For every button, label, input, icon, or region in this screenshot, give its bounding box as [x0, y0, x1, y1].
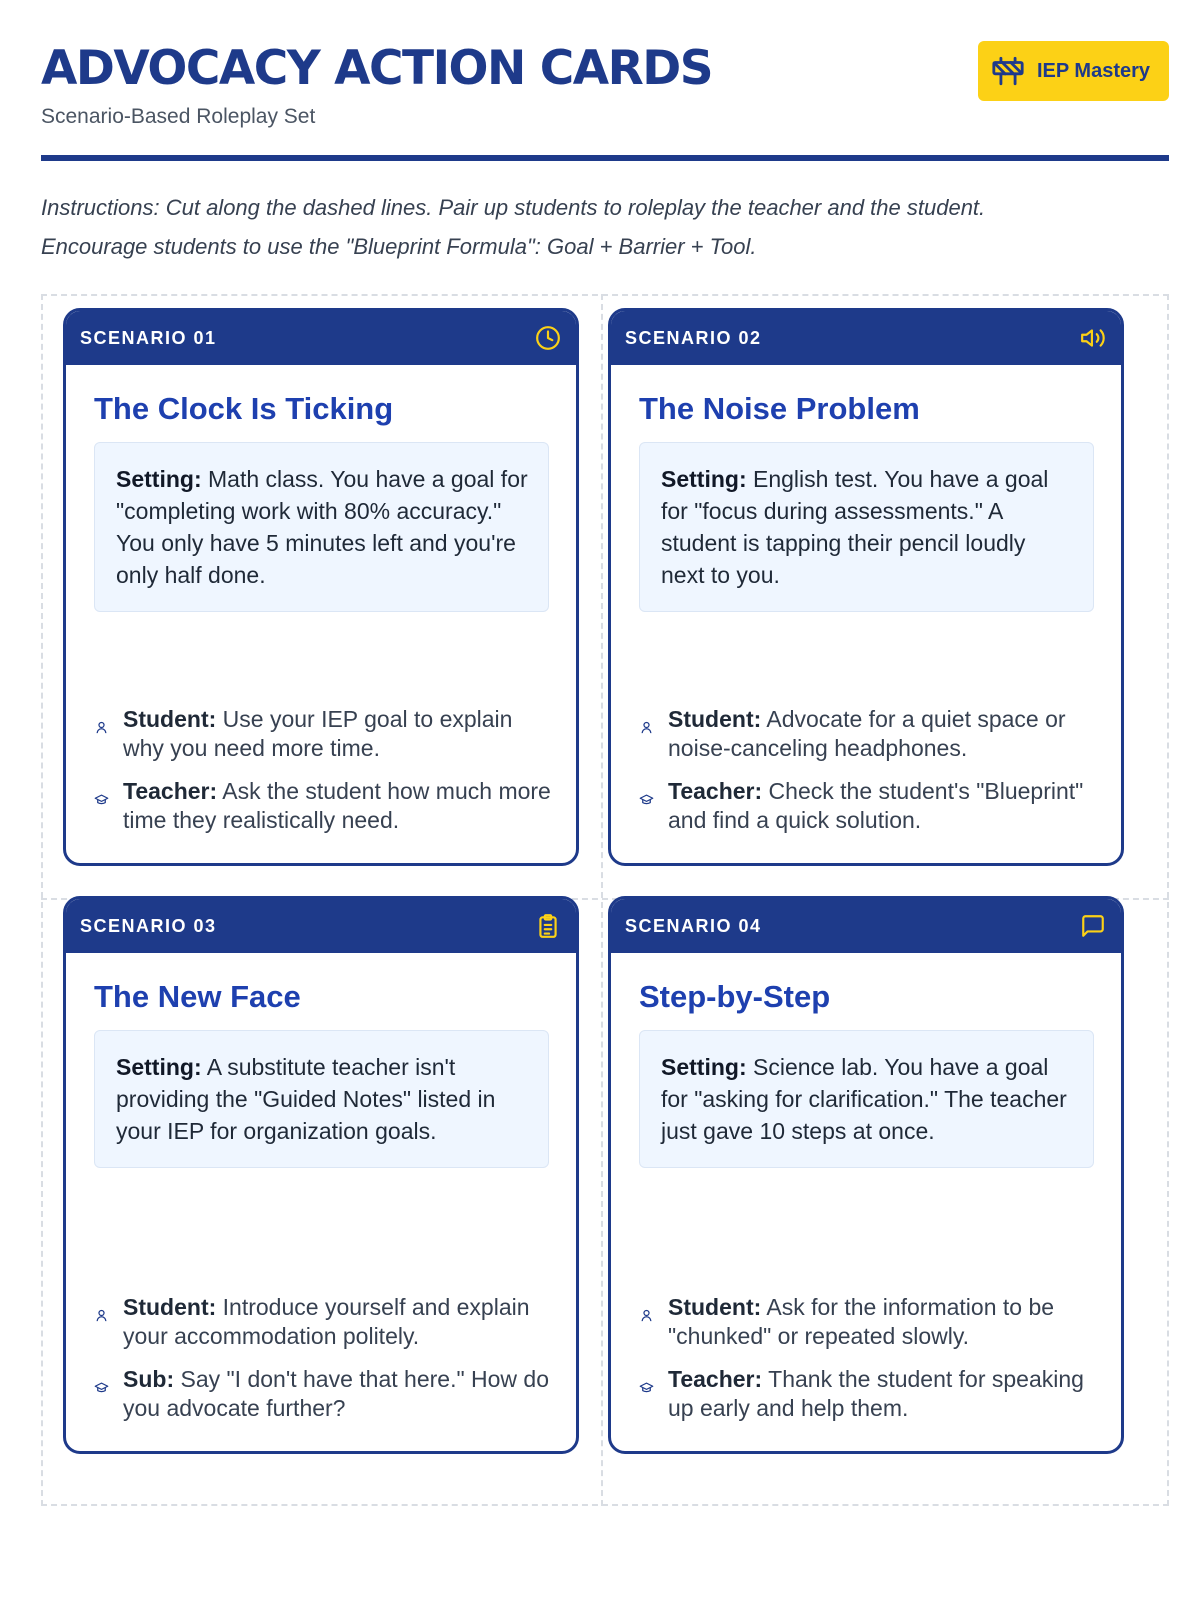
clipboard-icon: [534, 912, 562, 940]
role-label: Student:: [668, 1294, 762, 1320]
setting-label: Setting:: [661, 466, 747, 492]
volume-icon: [1079, 324, 1107, 352]
role-student: [94, 1293, 554, 1351]
role-text: Say "I don't have that here." How do you advocate further?: [123, 1366, 549, 1421]
instructions-line-1: Instructions: Cut along the dashed lines. Pair up students to roleplay the teacher and the student.: [41, 195, 986, 220]
scenario-card-03: [63, 896, 579, 1454]
page-subtitle: Scenario-Based Roleplay Set: [41, 105, 316, 128]
role-student: [639, 705, 1099, 763]
role-text: Introduce yourself and explain your accommodation politely.: [123, 1294, 530, 1349]
scenario-title: Step-by-Step: [639, 979, 831, 1014]
graduation-cap-icon: [639, 1373, 656, 1390]
role-label: Teacher:: [668, 778, 763, 804]
setting-label: Setting:: [661, 1054, 747, 1080]
setting-label: Setting:: [116, 466, 202, 492]
role-text: Thank the student for speaking up early and help them.: [668, 1366, 1084, 1421]
setting-box: [639, 442, 1094, 612]
scenario-number: SCENARIO 01: [80, 327, 217, 348]
card-header: [611, 311, 1121, 365]
role-label: Teacher:: [123, 778, 218, 804]
header-divider: [41, 155, 1169, 161]
role-teacher: [639, 1365, 1099, 1423]
setting-label: Setting:: [116, 1054, 202, 1080]
iep-mastery-badge: [978, 41, 1169, 101]
graduation-cap-icon: [94, 785, 111, 802]
road-barrier-icon: [991, 54, 1025, 88]
roles-list: [639, 1293, 1099, 1423]
role-student: [639, 1293, 1099, 1351]
setting-text: English test. You have a goal for "focus during assessments." A student is tapping their pencil loudly next to you.: [661, 466, 1049, 588]
cut-line-vertical: [601, 294, 603, 1506]
clock-icon: [534, 324, 562, 352]
role-substitute: [94, 1365, 554, 1423]
role-text: Advocate for a quiet space or noise-canceling headphones.: [668, 706, 1066, 761]
scenario-card-01: [63, 308, 579, 866]
role-label: Student:: [668, 706, 762, 732]
instructions: [41, 188, 1169, 266]
role-label: Sub:: [123, 1366, 175, 1392]
setting-text: A substitute teacher isn't providing the "Guided Notes" listed in your IEP for organization goals.: [116, 1054, 496, 1144]
page-title: ADVOCACY ACTION CARDS: [41, 41, 713, 96]
roles-list: [94, 705, 554, 835]
role-text: Use your IEP goal to explain why you need more time.: [123, 706, 513, 761]
user-icon: [639, 1301, 656, 1318]
setting-box: [94, 442, 549, 612]
role-label: Student:: [123, 706, 217, 732]
role-student: [94, 705, 554, 763]
scenario-title: The Clock Is Ticking: [94, 391, 394, 426]
scenario-number: SCENARIO 02: [625, 327, 762, 348]
graduation-cap-icon: [639, 785, 656, 802]
scenario-card-04: [608, 896, 1124, 1454]
user-icon: [94, 713, 111, 730]
setting-box: [639, 1030, 1094, 1168]
badge-label: IEP Mastery: [1037, 59, 1151, 82]
user-icon: [94, 1301, 111, 1318]
role-teacher: [94, 777, 554, 835]
user-icon: [639, 713, 656, 730]
speech-bubble-icon: [1079, 912, 1107, 940]
role-text: Ask the student how much more time they realistically need.: [123, 778, 551, 833]
card-header: [66, 311, 576, 365]
role-teacher: [639, 777, 1099, 835]
card-header: [611, 899, 1121, 953]
scenario-card-02: [608, 308, 1124, 866]
roles-list: [94, 1293, 554, 1423]
scenario-title: The Noise Problem: [639, 391, 920, 426]
roles-list: [639, 705, 1099, 835]
setting-text: Math class. You have a goal for "completing work with 80% accuracy." You only have 5 minutes left and you're only half done.: [116, 466, 528, 588]
scenario-title: The New Face: [94, 979, 301, 1014]
scenario-number: SCENARIO 03: [80, 915, 217, 936]
setting-box: [94, 1030, 549, 1168]
role-text: Check the student's "Blueprint" and find a quick solution.: [668, 778, 1084, 833]
graduation-cap-icon: [94, 1373, 111, 1390]
setting-text: Science lab. You have a goal for "asking for clarification." The teacher just gave 10 steps at once.: [661, 1054, 1067, 1144]
role-label: Teacher:: [668, 1366, 763, 1392]
role-text: Ask for the information to be "chunked" or repeated slowly.: [668, 1294, 1055, 1349]
role-label: Student:: [123, 1294, 217, 1320]
card-header: [66, 899, 576, 953]
scenario-number: SCENARIO 04: [625, 915, 762, 936]
instructions-line-2: Encourage students to use the "Blueprint Formula": Goal + Barrier + Tool.: [41, 234, 757, 259]
page-header: [41, 40, 1169, 160]
